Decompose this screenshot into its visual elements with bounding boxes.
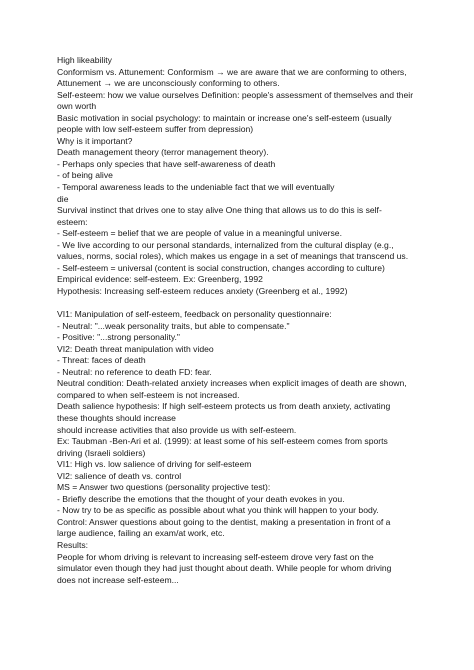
text-line: VI2: salience of death vs. control [57, 470, 182, 481]
text-line: People for whom driving is relevant to increasing self-esteem drove very fast on the [57, 551, 374, 562]
text-line: Basic motivation in social psychology: to maintain or increase one's self-esteem (usually [57, 112, 392, 123]
text-line: - Threat: faces of death [57, 355, 146, 366]
text-line: MS = Answer two questions (personality projective test): [57, 482, 271, 493]
text-line: Attunement → we are unconsciously conforming to others. [57, 78, 280, 89]
text-line: High likeability [57, 55, 112, 65]
text-line: VI2: Death threat manipulation with video [57, 343, 214, 354]
text-line: does not increase self-esteem... [57, 574, 179, 585]
text-line: Empirical evidence: self-esteem. Ex: Greenberg, 1992 [57, 274, 263, 285]
text-line: Results: [57, 539, 89, 550]
text-line: Why is it important? [57, 135, 133, 146]
text-line: - We live according to our personal standards, internalized from the cultural display (e.g., [57, 239, 394, 250]
text-line: VI1: Manipulation of self-esteem, feedback on personality questionnaire: [57, 309, 332, 320]
text-line: Conformism vs. Attunement: Conformism → we are aware that we are conforming to others, [57, 66, 407, 77]
text-line: - Positive: "...strong personality." [57, 332, 180, 343]
text-line: own worth [57, 101, 97, 112]
text-line: - of being alive [57, 170, 113, 181]
text-line: Neutral condition: Death-related anxiety increases when explicit images of death are shown, [57, 378, 407, 389]
text-line: - Neutral: no reference to death FD: fear. [57, 366, 212, 377]
text-line: - Neutral: "...weak personality traits, but able to compensate." [57, 320, 290, 331]
text-line: simulator even though they had just thought about death. While people for whom driving [57, 563, 392, 574]
text-line: large audience, failing an exam/at work, etc. [57, 528, 225, 539]
text-line: - Briefly describe the emotions that the thought of your death evokes in you. [57, 493, 345, 504]
text-line: Self-esteem: how we value ourselves Definition: people's assessment of themselves and their [57, 89, 414, 100]
text-line: people with low self-esteem suffer from depression) [57, 124, 254, 135]
text-line: driving (Israeli soldiers) [57, 447, 146, 458]
text-line: die [57, 193, 69, 204]
text-line: - Self-esteem = universal (content is social construction, changes according to culture) [57, 262, 385, 273]
blank-line [57, 297, 450, 309]
text-line: Hypothesis: Increasing self-esteem reduces anxiety (Greenberg et al., 1992) [57, 285, 348, 296]
text-line: - Self-esteem = belief that we are people of value in a meaningful universe. [57, 228, 342, 239]
text-line: Ex: Taubman -Ben-Ari et al. (1999): at least some of his self-esteem comes from sports [57, 436, 388, 447]
text-line: compared to when self-esteem is not increased. [57, 389, 240, 400]
text-line: these thoughts should increase [57, 412, 176, 423]
text-line: Control: Answer questions about going to the dentist, making a presentation in front of a [57, 516, 391, 527]
text-line: values, norms, social roles), which makes us engage in a set of meanings that transcend us. [57, 251, 409, 262]
text-line: - Now try to be as specific as possible about what you think will happen to your body. [57, 505, 379, 516]
text-line: VI1: High vs. low salience of driving for self-esteem [57, 459, 252, 470]
text-line: Survival instinct that drives one to stay alive One thing that allows us to do this is self- [57, 205, 382, 216]
text-line: esteem: [57, 216, 88, 227]
text-line: - Temporal awareness leads to the undeniable fact that we will eventually [57, 182, 335, 193]
text-line: should increase activities that also provide us with self-esteem. [57, 424, 297, 435]
text-line: Death management theory (terror management theory). [57, 147, 269, 158]
text-line: Death salience hypothesis: If high self-esteem protects us from death anxiety, activating [57, 401, 391, 412]
text-line: - Perhaps only species that have self-awareness of death [57, 158, 276, 169]
